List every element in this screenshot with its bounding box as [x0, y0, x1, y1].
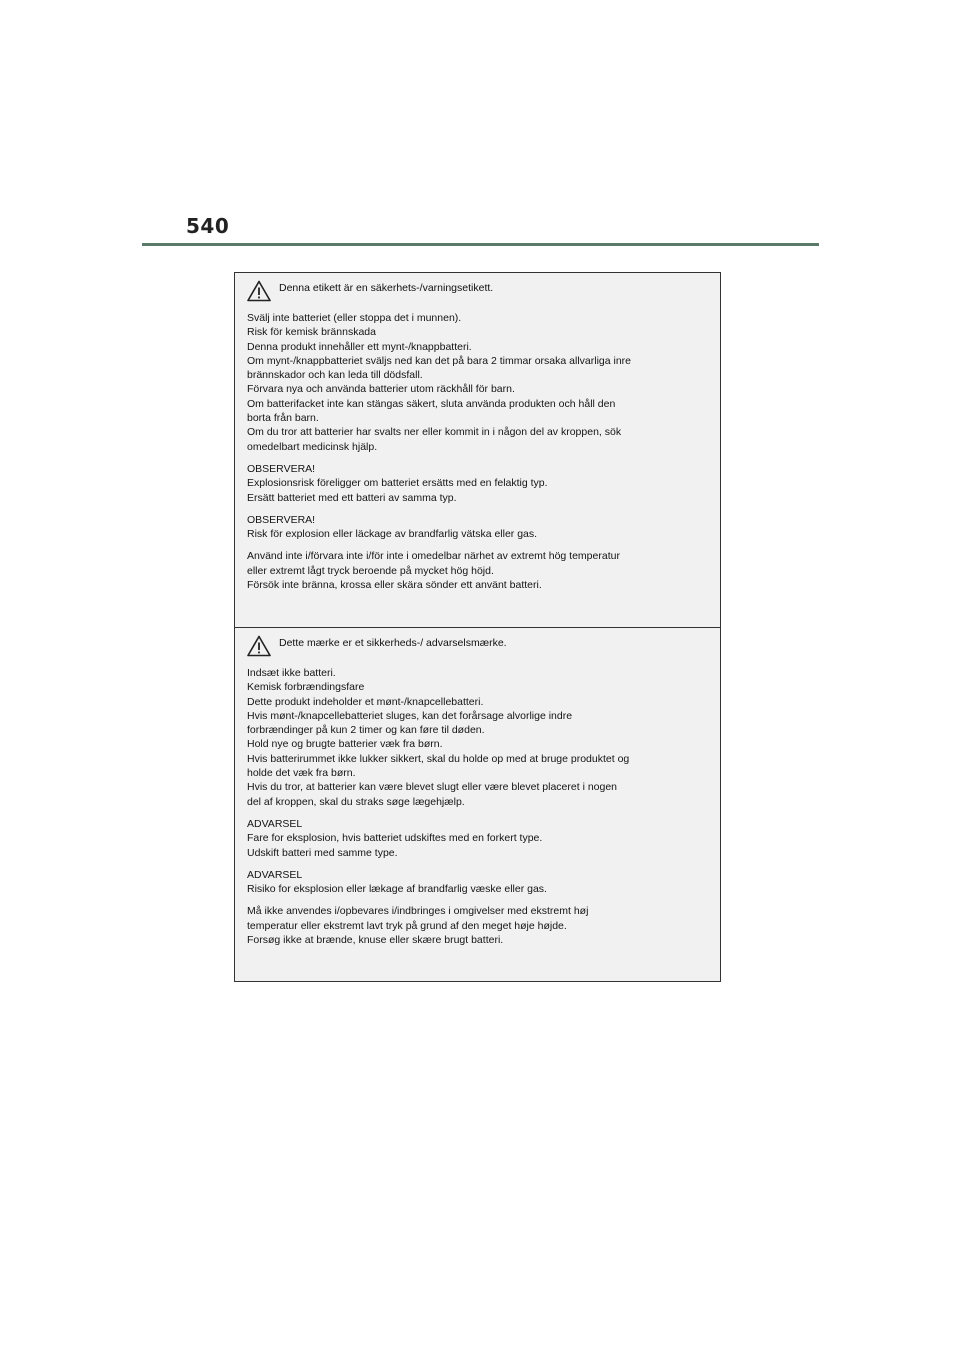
paragraph-temperature-pressure: [247, 904, 708, 947]
text-line: Risk för kemisk brännskada: [247, 326, 376, 339]
text-line: Om batterifacket inte kan stängas säkert, sluta använda produkten och håll den: [247, 397, 616, 410]
text-line: Risiko for eksplosion eller lækage af brandfarlig væske eller gas.: [247, 883, 547, 896]
text-line: Hvis du tror, at batterier kan være blevet slugt eller være blevet placeret i nogen: [247, 781, 618, 794]
text-line: Risk för explosion eller läckage av brandfarlig vätska eller gas.: [247, 528, 538, 541]
text-line: Hold nye og brugte batterier væk fra børn.: [247, 738, 443, 751]
warning-heading: Dette mærke er et sikkerheds-/ advarselsmærke.: [279, 637, 507, 649]
text-line: temperatur eller ekstremt lavt tryk på grund af den meget høje højde.: [247, 919, 567, 932]
text-line: Indsæt ikke batteri.: [247, 667, 336, 679]
text-line: Försök inte bränna, krossa eller skära sönder ett använt batteri.: [247, 579, 542, 592]
paragraph-explosion-leakage: [247, 513, 708, 542]
text-line: omedelbart medicinsk hjälp.: [247, 440, 378, 453]
battery-warning-label: [234, 272, 721, 982]
text-line: Förvara nya och använda batterier utom räckhåll för barn.: [247, 383, 515, 396]
text-line: Hvis batterirummet ikke lukker sikkert, skal du holde op med at bruge produktet og: [247, 752, 630, 765]
header-rule: [142, 243, 819, 246]
text-line: borta från barn.: [247, 412, 319, 425]
text-line: ADVARSEL: [247, 868, 303, 881]
paragraph-temperature-pressure: [247, 549, 708, 592]
text-line: holde det væk fra børn.: [247, 767, 356, 780]
text-line: del af kroppen, skal du straks søge lægehjælp.: [247, 795, 465, 808]
text-line: Kemisk forbrændingsfare: [247, 681, 365, 694]
text-line: Udskift batteri med samme type.: [247, 846, 398, 859]
text-line: Explosionsrisk föreligger om batteriet ersätts med en felaktig typ.: [247, 477, 548, 490]
page-number: 540: [186, 214, 230, 238]
text-line: Forsøg ikke at brænde, knuse eller skære brugt batteri.: [247, 934, 504, 947]
paragraph-explosion-wrong-type: [247, 817, 708, 860]
warning-heading-row: [247, 279, 708, 303]
text-line: Fare for eksplosion, hvis batteriet udskiftes med en forkert type.: [247, 832, 543, 845]
paragraph-ingestion-warning: [247, 666, 708, 809]
text-line: Hvis mønt-/knapcellebatteriet sluges, kan det forårsage alvorlige indre: [247, 709, 573, 722]
warning-triangle-icon: [247, 635, 271, 657]
text-line: eller extremt lågt tryck beroende på mycket hög höjd.: [247, 564, 494, 577]
warning-heading: Denna etikett är en säkerhets-/varningsetikett.: [279, 282, 494, 294]
paragraph-explosion-leakage: [247, 868, 708, 897]
text-line: Denna produkt innehåller ett mynt-/knappbatteri.: [247, 340, 472, 353]
text-line: Om du tror att batterier har svalts ner eller kommit in i någon del av kroppen, sök: [247, 426, 622, 439]
text-line: OBSERVERA!: [247, 513, 316, 526]
text-line: brännskador och kan leda till dödsfall.: [247, 369, 423, 382]
text-line: Använd inte i/förvara inte i/för inte i omedelbar närhet av extremt hög temperatur: [247, 550, 620, 563]
paragraph-explosion-wrong-type: [247, 462, 708, 505]
text-line: forbrændinger på kun 2 timer og kan føre til døden.: [247, 724, 485, 737]
paragraph-ingestion-warning: [247, 311, 708, 454]
text-line: Ersätt batteriet med ett batteri av samma typ.: [247, 491, 457, 504]
label-section-swedish: [235, 273, 720, 627]
warning-triangle-icon: [247, 280, 271, 302]
text-line: Svälj inte batteriet (eller stoppa det i munnen).: [247, 312, 462, 324]
text-line: Om mynt-/knappbatteriet sväljs ned kan det på bara 2 timmar orsaka allvarliga inre: [247, 354, 632, 367]
text-line: ADVARSEL: [247, 817, 303, 830]
label-section-danish: [235, 627, 720, 981]
text-line: Må ikke anvendes i/opbevares i/indbringes i omgivelser med ekstremt høj: [247, 905, 589, 918]
text-line: Dette produkt indeholder et mønt-/knapcellebatteri.: [247, 695, 484, 708]
text-line: OBSERVERA!: [247, 462, 316, 475]
warning-heading-row: [247, 634, 708, 658]
